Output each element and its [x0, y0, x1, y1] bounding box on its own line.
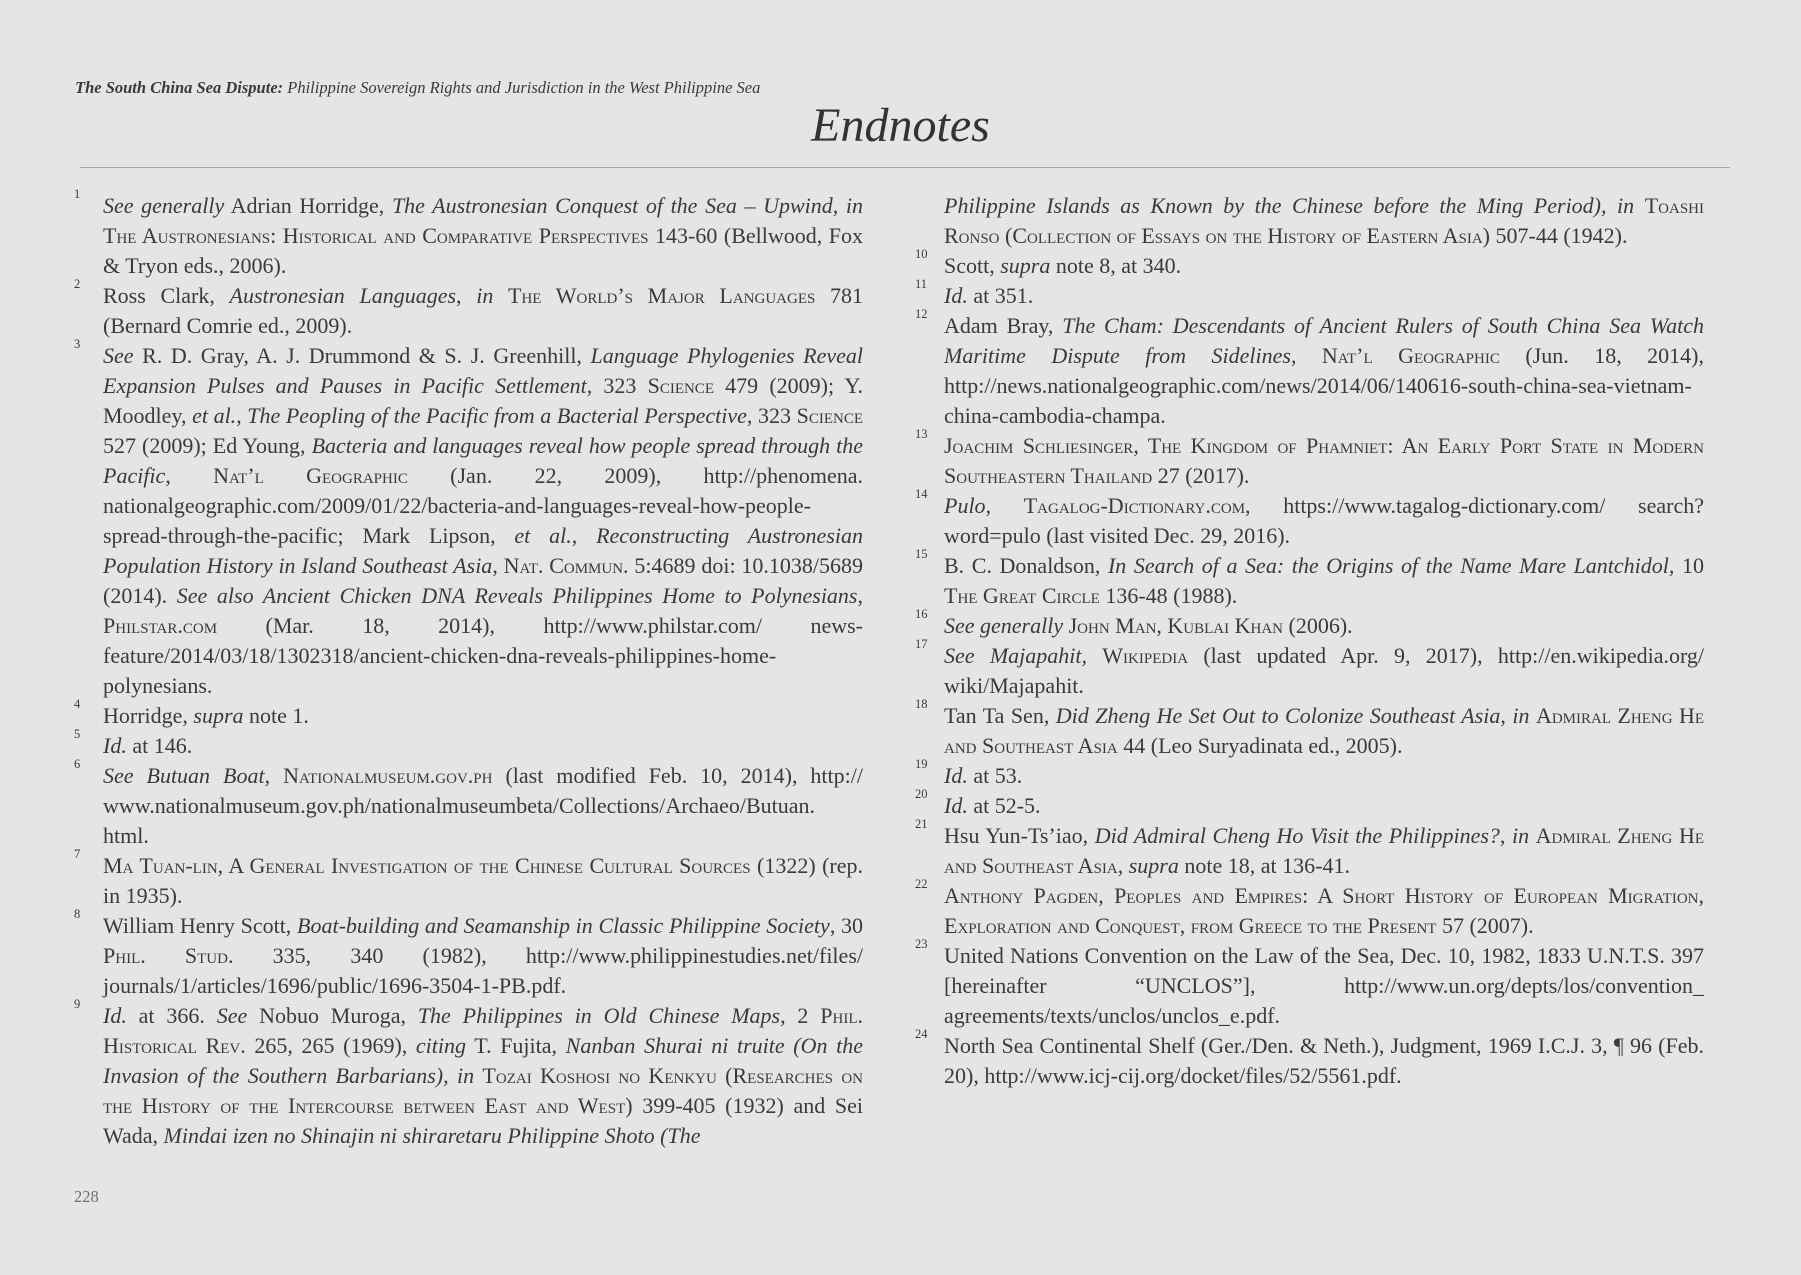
endnote-number: 12: [915, 307, 928, 321]
endnote-text: ,: [1117, 853, 1129, 878]
endnote-number: 7: [74, 847, 81, 861]
endnote-text: Bacteria and languages reveal how people spread through the Pacific: [103, 433, 863, 488]
endnote-text: 527 (2009); Ed Young,: [103, 433, 312, 458]
endnote-text: Tan Ta Sen,: [944, 703, 1056, 728]
endnote-text: 781 (Bernard Comrie ed., 2009).: [103, 283, 864, 338]
endnote-text: (last updated Apr. 9, 2017), http://en.wikipedia.org/ wiki/Majapahit.: [944, 643, 1704, 698]
endnote-text: Mindai izen no Shinajin ni shiraretaru Philippine Shoto (The: [163, 1123, 701, 1148]
endnote-text: ,: [165, 463, 214, 488]
endnote-text: Science: [796, 403, 864, 428]
endnote-text: note 8, at 340.: [1050, 253, 1182, 278]
endnote-text: et al.: [514, 523, 572, 548]
endnote-text: Id.: [103, 1003, 127, 1028]
endnote-22: [909, 877, 1704, 941]
endnote-text: ,: [1500, 703, 1513, 728]
endnote-12: [909, 307, 1704, 431]
header-divider: [80, 167, 1730, 168]
endnote-text: Science: [647, 373, 714, 398]
endnote-text: The Peopling of the Pacific from a Bacterial Perspective: [247, 403, 747, 428]
endnote-text: at 146.: [126, 733, 193, 758]
page-title: Endnotes: [811, 99, 990, 152]
endnote-text: Wikipedia: [1102, 643, 1189, 668]
endnote-text: (Mar. 18, 2014), http://www.philstar.com/ news-feature/2014/03/18/1302318/ancient-chicken-dna-reveals-philippines-home-polynesians.: [103, 613, 863, 698]
endnote-text: Ross Clark,: [103, 283, 230, 308]
endnote-text: (2006).: [1283, 613, 1353, 638]
endnote-text: 143-60 (Bellwood, Fox & Tryon eds., 2006).: [103, 223, 863, 278]
endnote-text: supra: [1000, 253, 1051, 278]
endnote-text: (Jun. 18, 2014), http://news.nationalgeographic.com/news/2014/06/140616-south-china-sea-vietnam-china-cambodia-champa.: [944, 343, 1704, 428]
endnote-text: Adam Bray,: [944, 313, 1063, 338]
endnote-text: Admiral Zheng He and Southeast Asia: [944, 823, 1704, 878]
endnotes-right-column: [909, 191, 1704, 1091]
endnote-text: (last modified Feb. 10, 2014), http:// www.nationalmuseum.gov.ph/nationalmuseumbeta/Collections/Archaeo/Butuan. html.: [103, 763, 863, 848]
endnote-text: See generally: [944, 613, 1064, 638]
endnote-text: Phil. Historical Rev.: [103, 1003, 864, 1058]
endnote-text: et al.: [192, 403, 237, 428]
endnote-19: [909, 757, 1704, 791]
endnote-text: 479 (2009); Y. Moodley,: [103, 373, 863, 428]
endnote-7: [68, 847, 863, 911]
endnote-text: See: [216, 1003, 248, 1028]
endnote-text: in: [476, 283, 494, 308]
running-header: [75, 78, 760, 98]
endnote-number: 24: [915, 1027, 928, 1041]
endnote-number: 9: [74, 997, 81, 1011]
endnote-text: ,: [1290, 343, 1322, 368]
endnote-text: 399-405 (1932) and Sei Wada,: [103, 1093, 863, 1148]
endnote-text: (Jan. 22, 2009), http://phenomena. nationalgeographic.com/2009/01/22/bacteria-and-languages-reveal-how-people-spread-through-the-pacific; Mark Lipson,: [103, 463, 864, 548]
endnote-text: See also Ancient Chicken DNA Reveals Philippines Home to Polynesians: [176, 583, 858, 608]
endnote-2: [68, 277, 864, 341]
endnote-text: in: [1511, 823, 1530, 848]
endnote-16: [909, 607, 1704, 641]
endnote-text: [1087, 643, 1102, 668]
endnote-11: [909, 277, 1704, 311]
endnote-number: 18: [915, 697, 928, 711]
endnote-text: ,: [571, 523, 597, 548]
endnote-number: 3: [74, 337, 81, 351]
endnote-text: Ma Tuan-lin, A General Investigation of the Chinese Cultural Sources: [103, 853, 751, 878]
endnote-text: at 53.: [967, 763, 1023, 788]
running-header-bold: The South China Sea Dispute:: [75, 78, 284, 97]
endnote-9: [68, 997, 864, 1151]
endnote-text: , 30: [829, 913, 864, 938]
endnote-text: (1322) (rep. in 1935).: [103, 853, 863, 908]
endnote-text: supra: [1128, 853, 1179, 878]
endnote-number: 11: [915, 277, 928, 291]
endnote-text: at 366.: [126, 1003, 217, 1028]
endnote-text: 136-48 (1988).: [1099, 583, 1238, 608]
endnote-text: See Majapahit,: [944, 643, 1087, 668]
endnote-text: , 2: [780, 1003, 821, 1028]
endnote-text: Nationalmuseum.gov.ph: [283, 763, 493, 788]
endnote-text: North Sea Continental Shelf (Ger./Den. & Neth.), Judgment, 1969 I.C.J. 3, ¶ 96 (Feb. 20), http://www.icj-cij.org/docket/files/52/5561.pdf.: [944, 1033, 1704, 1088]
endnote-text: John Man, Kublai Khan: [1068, 613, 1283, 638]
endnote-text: Joachim Schliesinger, The Kingdom of Phamniet: An Early Port State in Modern Southeastern Thailand: [944, 433, 1704, 488]
endnote-text: ,: [492, 553, 504, 578]
endnote-text: , 323: [746, 403, 797, 428]
endnote-1: [68, 187, 864, 281]
endnote-number: 15: [915, 547, 928, 561]
endnote-number: 10: [915, 247, 928, 261]
endnote-5: [68, 727, 863, 761]
endnote-21: [909, 817, 1704, 881]
endnote-text: Adrian Horridge,: [224, 193, 392, 218]
endnote-4: [68, 697, 863, 731]
endnote-text: Id.: [944, 763, 968, 788]
endnote-number: 5: [74, 727, 81, 741]
endnote-text: Nat’l Geographic: [213, 463, 408, 488]
endnote-text: 44 (Leo Suryadinata ed., 2005).: [1117, 733, 1403, 758]
endnote-text: The World’s Major Languages: [508, 283, 816, 308]
endnote-text: [493, 283, 508, 308]
endnote-text: note 1.: [243, 703, 309, 728]
endnote-text: Id.: [944, 793, 968, 818]
endnote-number: 2: [74, 277, 81, 291]
endnote-number: 23: [915, 937, 928, 951]
endnotes-left-column: [68, 187, 864, 1151]
endnote-text: note 18, at 136-41.: [1178, 853, 1350, 878]
endnote-number: 8: [74, 907, 81, 921]
endnote-text: See: [103, 343, 134, 368]
endnote-text: ,: [456, 283, 477, 308]
endnote-text: United Nations Convention on the Law of the Sea, Dec. 10, 1982, 1833 U.N.T.S. 397 [hereinafter “UNCLOS”], http://www.un.org/depts/los/convention_ agreements/texts/unclos/unclos_e.pdf.: [944, 943, 1704, 1028]
endnote-23: [909, 937, 1704, 1031]
endnote-text: Philippine Islands as Known by the Chinese before the Ming Period), in: [944, 193, 1635, 218]
endnote-text: citing: [415, 1033, 467, 1058]
endnote-text: , https://www.tagalog-dictionary.com/ search?word=pulo (last visited Dec. 29, 2016).: [944, 493, 1704, 548]
endnote-text: Phil. Stud.: [103, 943, 234, 968]
endnote-text: , 323: [586, 373, 648, 398]
endnote-text: 57 (2007).: [1436, 913, 1534, 938]
endnote-text: at 351.: [967, 283, 1034, 308]
endnote-text: [270, 763, 283, 788]
endnote-text: Reconstructing Austronesian Population History in Island Southeast Asia: [103, 523, 863, 578]
endnote-18: [909, 697, 1705, 761]
endnote-text: Anthony Pagden, Peoples and Empires: A Short History of European Migration, Exploration and Conquest, from Greece to the Present: [944, 883, 1704, 938]
endnote-text: Did Zheng He Set Out to Colonize Southeast Asia: [1055, 703, 1501, 728]
endnote-text: See Butuan Boat,: [103, 763, 271, 788]
endnote-number: 17: [915, 637, 928, 651]
endnote-text: Nobuo Muroga,: [247, 1003, 418, 1028]
endnote-14: [909, 487, 1704, 551]
endnote-text: In Search of a Sea: the Origins of the Name Mare Lantchidol,: [1107, 553, 1675, 578]
endnote-number: 16: [915, 607, 928, 621]
endnote-text: Did Admiral Cheng Ho Visit the Philippines?: [1094, 823, 1500, 848]
endnote-text: See generally: [103, 193, 225, 218]
endnote-text: ,: [857, 583, 863, 608]
endnote-text: Tozai Koshosi no Kenkyu (Researches on the History of the Intercourse between East and West): [103, 1063, 864, 1118]
endnote-number: 21: [915, 817, 928, 831]
endnote-text: supra: [193, 703, 244, 728]
endnote-text: 335, 340 (1982), http://www.philippinestudies.net/files/ journals/1/articles/1696/public/1696-3504-1-PB.pdf.: [103, 943, 863, 998]
endnote-text: The Great Circle: [944, 583, 1100, 608]
endnote-text: Pulo: [944, 493, 986, 518]
endnote-text: at 52-5.: [967, 793, 1041, 818]
endnote-text: Hsu Yun-Ts’iao,: [944, 823, 1095, 848]
endnote-text: 5:4689 doi: 10.1038/5689 (2014).: [103, 553, 864, 608]
endnote-text: The Austronesians: Historical and Comparative Perspectives: [103, 223, 649, 248]
endnote-13: [909, 427, 1704, 491]
endnote-text: 27 (2017).: [1152, 463, 1250, 488]
endnote-text: 507-44 (1942).: [1490, 223, 1628, 248]
endnote-text: ,: [1499, 823, 1512, 848]
endnote-text: Philstar.com: [103, 613, 218, 638]
endnote-text: William Henry Scott,: [103, 913, 298, 938]
endnote-text: The Austronesian Conquest of the Sea – Upwind, in: [391, 193, 864, 218]
endnote-number: 22: [915, 877, 928, 891]
endnote-text: T. Fujita,: [466, 1033, 566, 1058]
endnote-3: [68, 337, 864, 701]
endnote-continuation: [909, 191, 1704, 251]
endnote-text: Scott,: [944, 253, 1001, 278]
endnote-10: [909, 247, 1704, 281]
endnote-6: [68, 757, 863, 851]
endnote-number: 14: [915, 487, 928, 501]
endnote-24: [909, 1027, 1704, 1091]
endnote-text: 265, 265 (1969),: [245, 1033, 416, 1058]
endnote-number: 6: [74, 757, 81, 771]
running-header-subtitle: Philippine Sovereign Rights and Jurisdiction in the West Philippine Sea: [283, 78, 761, 97]
endnote-text: [1634, 193, 1645, 218]
endnote-text: ,: [236, 403, 248, 428]
endnote-17: [909, 637, 1704, 701]
page-number: 228: [74, 1187, 99, 1206]
endnote-text: Language Phylogenies Reveal Expansion Pulses and Pauses in Pacific Settlement: [103, 343, 863, 398]
endnote-text: Nat’l Geographic: [1321, 343, 1500, 368]
endnote-text: Austronesian Languages: [229, 283, 457, 308]
endnote-text: Nanban Shurai ni truite (On the Invasion of the Southern Barbarians), in: [103, 1033, 864, 1088]
endnote-text: Tagalog-Dictionary.com: [1023, 493, 1246, 518]
endnote-text: B. C. Donaldson,: [944, 553, 1108, 578]
endnote-8: [68, 907, 864, 1001]
endnote-number: 20: [915, 787, 928, 801]
endnote-text: in: [1512, 703, 1530, 728]
endnote-text: Nat. Commun.: [503, 553, 629, 578]
endnote-text: Horridge,: [103, 703, 194, 728]
endnote-text: Admiral Zheng He and Southeast Asia: [944, 703, 1705, 758]
endnote-text: The Philippines in Old Chinese Maps: [417, 1003, 781, 1028]
endnote-text: Id.: [103, 733, 127, 758]
endnote-text: Id.: [944, 283, 968, 308]
endnote-text: R. D. Gray, A. J. Drummond & S. J. Greenhill,: [133, 343, 591, 368]
endnote-text: 10: [1674, 553, 1704, 578]
endnote-text: Toashi Ronso (Collection of Essays on the History of Eastern Asia): [944, 193, 1704, 248]
endnote-15: [909, 547, 1704, 611]
endnote-number: 19: [915, 757, 928, 771]
endnote-number: 13: [915, 427, 928, 441]
endnote-text: The Cham: Descendants of Ancient Rulers of South China Sea Watch Maritime Dispute from Sidelines: [944, 313, 1704, 368]
endnote-text: ,: [985, 493, 1024, 518]
endnote-20: [909, 787, 1704, 821]
endnote-text: Boat-building and Seamanship in Classic Philippine Society: [297, 913, 830, 938]
endnote-number: 4: [74, 697, 81, 711]
endnote-number: 1: [74, 187, 81, 201]
